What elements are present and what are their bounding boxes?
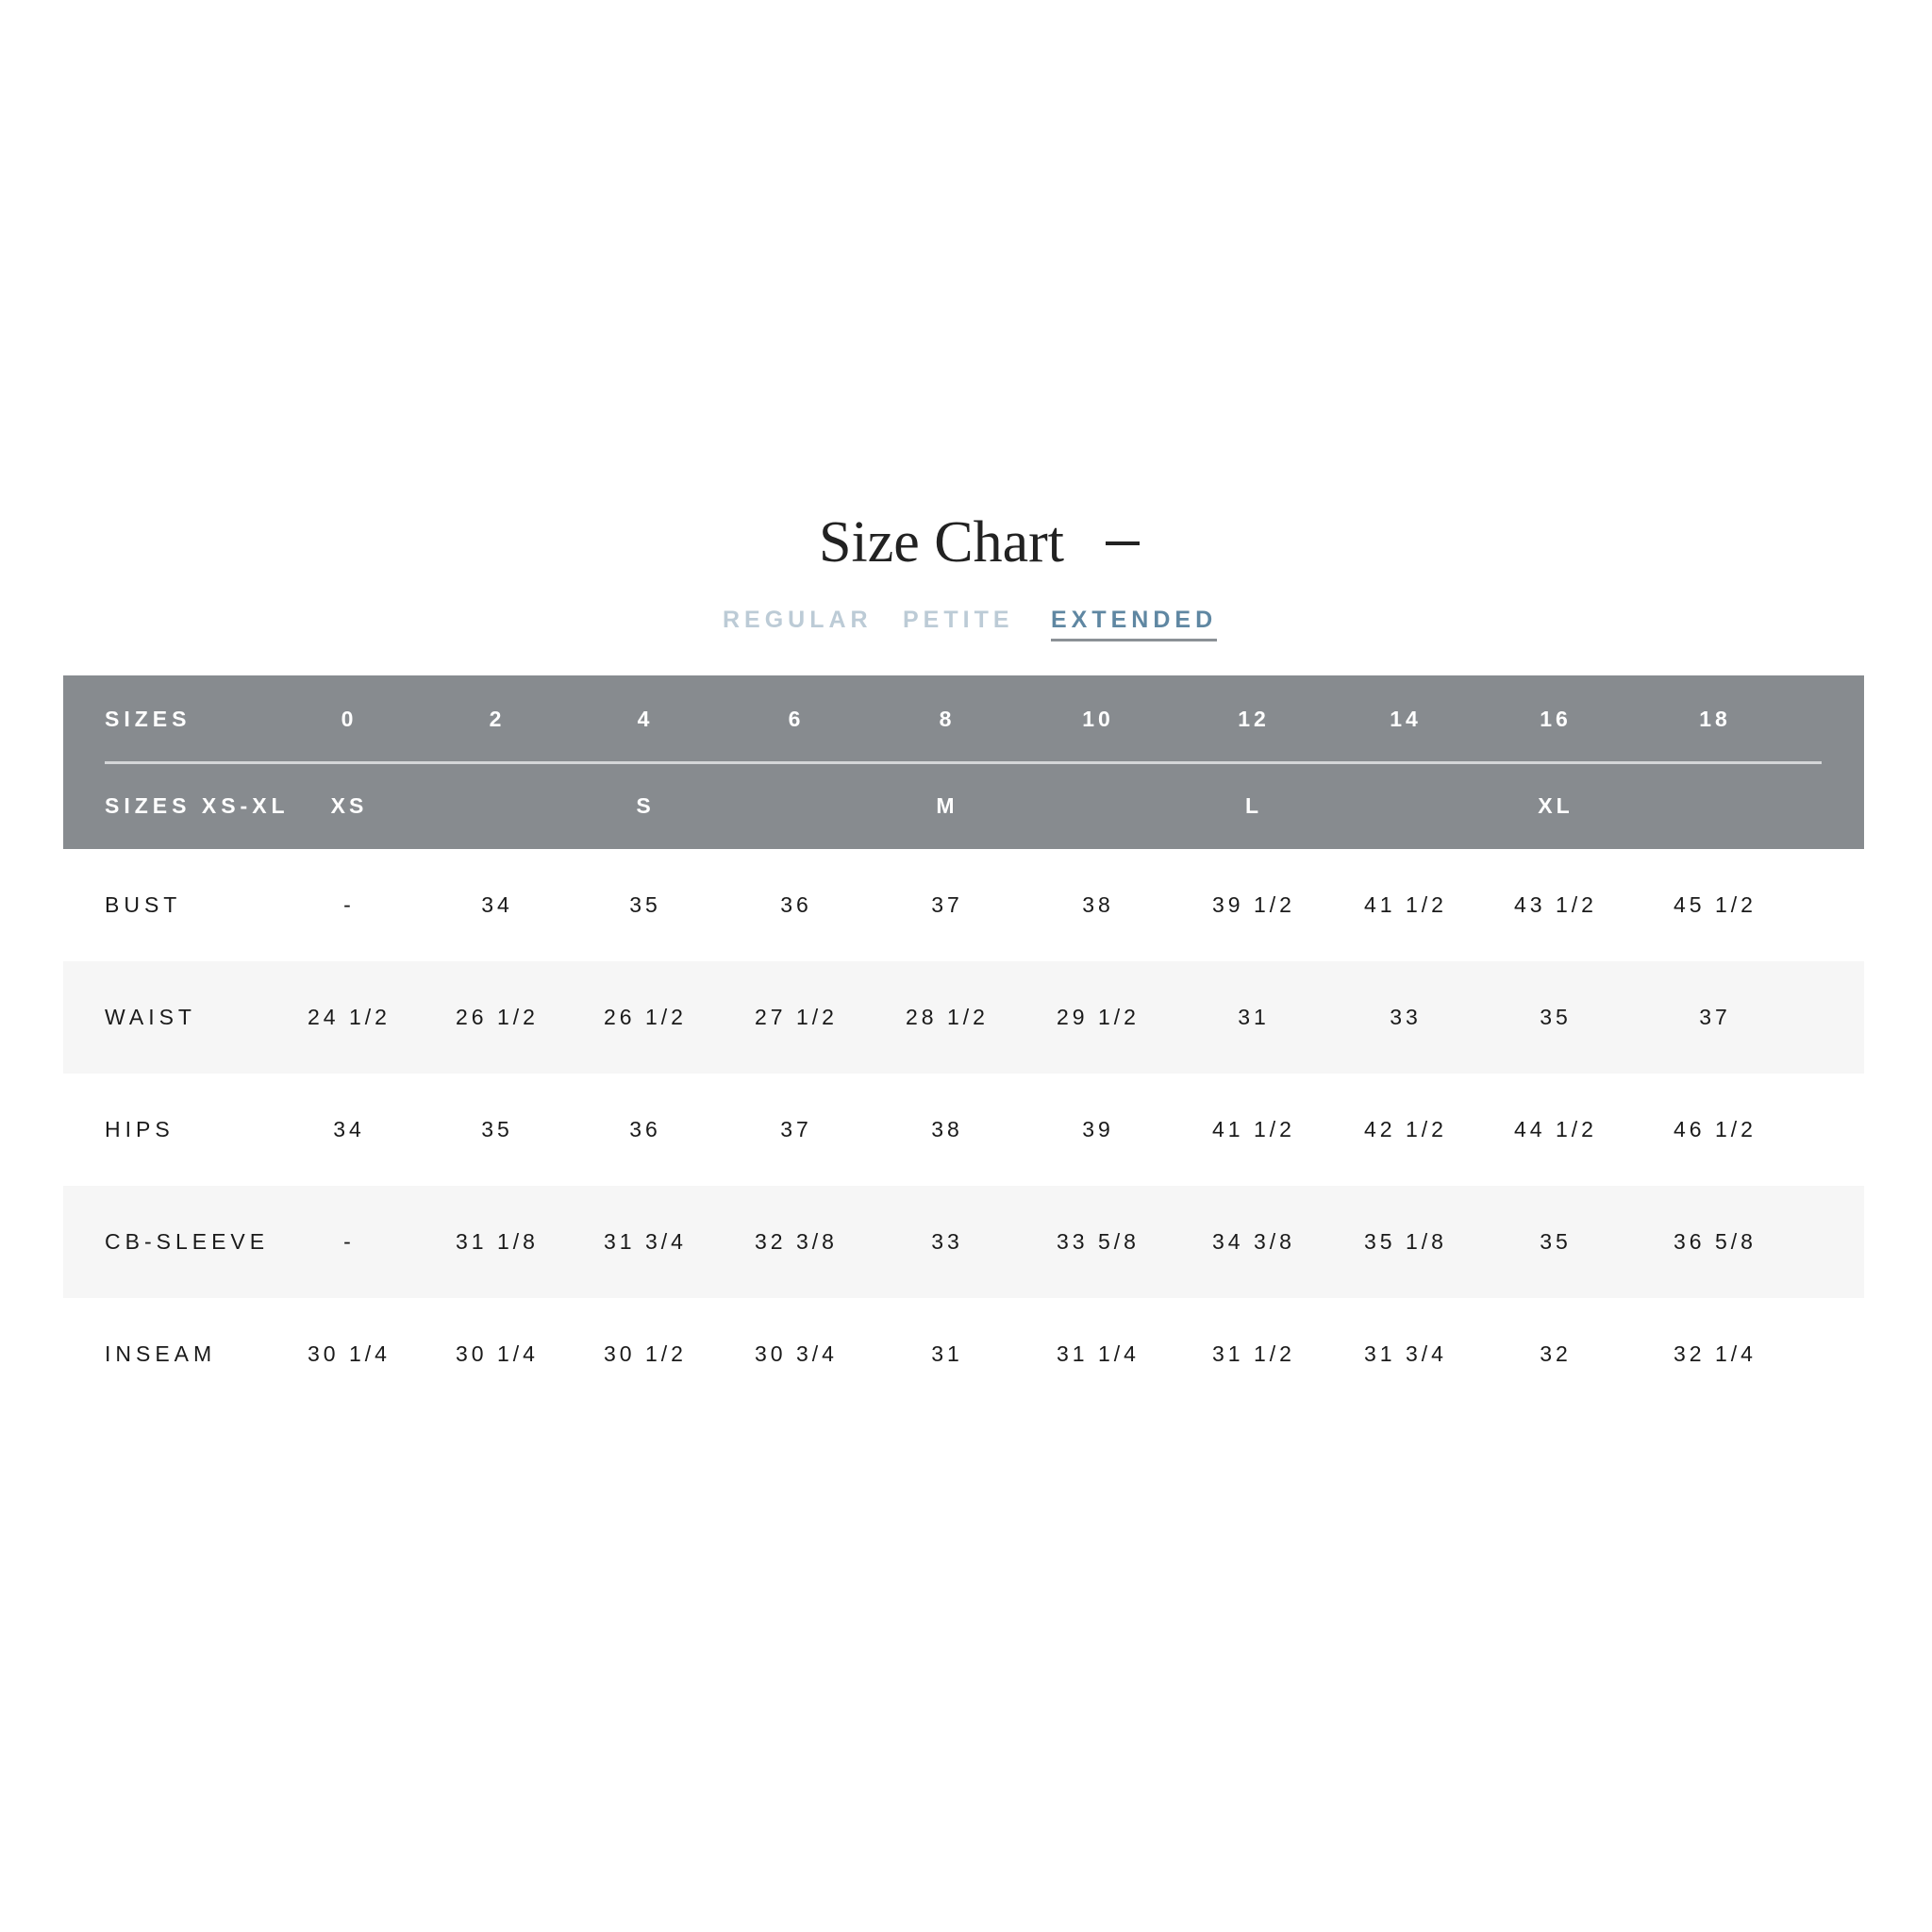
table-cell: 31 3/4 [604,1229,687,1254]
table-cell: 36 [629,1117,661,1141]
table-cell: 35 [629,892,661,917]
table-cell: 30 1/4 [456,1341,539,1366]
table-cell: 26 1/2 [456,1005,539,1029]
header-size-cell: 18 [1699,706,1731,731]
table-cell: 33 [1390,1005,1422,1029]
table-cell: 37 [1699,1005,1731,1029]
header-size-cell: 16 [1540,706,1572,731]
table-cell: 38 [1082,892,1114,917]
table-cell: 31 1/2 [1212,1341,1295,1366]
table-cell: 32 1/4 [1674,1341,1757,1366]
table-cell: 32 [1540,1341,1572,1366]
table-row-bust [63,849,1864,961]
title-row [0,505,1932,580]
table-row-inseam [63,1298,1864,1410]
row-label: HIPS [105,1117,175,1141]
table-cell: 28 1/2 [906,1005,989,1029]
header-letter-cell: M [936,792,958,818]
table-cell: - [343,1229,355,1254]
table-cell: 42 1/2 [1364,1117,1447,1141]
table-cell: 33 5/8 [1057,1229,1140,1254]
table-header [63,675,1864,849]
table-cell: 27 1/2 [755,1005,838,1029]
table-cell: 31 [1238,1005,1270,1029]
table-cell: 33 [931,1229,963,1254]
table-cell: 39 1/2 [1212,892,1295,917]
table-cell: 37 [780,1117,812,1141]
table-cell: 35 [481,1117,513,1141]
header-label-letter-sizes: SIZES XS-XL [105,792,290,818]
table-cell: 31 1/8 [456,1229,539,1254]
row-label: INSEAM [105,1341,217,1366]
tab-petite[interactable]: PETITE [903,607,1014,633]
table-cell: 30 1/2 [604,1341,687,1366]
header-letter-cell: XS [330,792,368,818]
table-cell: 36 [780,892,812,917]
table-cell: 34 [333,1117,365,1141]
row-label: CB-SLEEVE [105,1229,270,1254]
table-cell: 26 1/2 [604,1005,687,1029]
table-cell: 30 3/4 [755,1341,838,1366]
header-letter-cell: S [636,792,655,818]
tab-extended[interactable]: EXTENDED [1051,604,1217,641]
header-size-cell: 0 [341,706,358,731]
table-cell: 45 1/2 [1674,892,1757,917]
size-chart-table [63,675,1864,1410]
table-cell: 39 [1082,1117,1114,1141]
row-label: WAIST [105,1005,196,1029]
table-cell: 46 1/2 [1674,1117,1757,1141]
minus-icon[interactable] [1100,524,1147,561]
table-cell: 38 [931,1117,963,1141]
row-label: BUST [105,892,182,917]
table-cell: 29 1/2 [1057,1005,1140,1029]
header-letter-cell: XL [1538,792,1574,818]
header-label-sizes: SIZES [105,706,192,731]
header-letter-cell [1677,762,1753,849]
table-cell: 35 [1540,1229,1572,1254]
table-cell: 35 [1540,1005,1572,1029]
minus-icon-bar [1106,541,1140,545]
page-title: Size Chart [819,510,1064,575]
header-letter-cell [1060,762,1136,849]
table-cell: 41 1/2 [1364,892,1447,917]
header-size-cell: 8 [939,706,956,731]
table-row-cb-sleeve [63,1186,1864,1298]
header-row-letter-sizes [63,762,1864,849]
table-cell: 31 1/4 [1057,1341,1140,1366]
header-letter-cell: L [1244,792,1263,818]
table-row-waist [63,961,1864,1074]
table-cell: 31 3/4 [1364,1341,1447,1366]
table-cell: 35 1/8 [1364,1229,1447,1254]
table-cell: 31 [931,1341,963,1366]
table-cell: 44 1/2 [1514,1117,1597,1141]
header-letter-cell [1368,762,1443,849]
table-cell: - [343,892,355,917]
table-cell: 34 3/8 [1212,1229,1295,1254]
header-letter-cell [459,762,535,849]
header-size-cell: 14 [1390,706,1422,731]
table-cell: 36 5/8 [1674,1229,1757,1254]
header-row-sizes [63,675,1864,762]
header-size-cell: 4 [637,706,654,731]
header-letter-cell [758,762,834,849]
table-cell: 30 1/4 [308,1341,391,1366]
header-size-cell: 2 [489,706,506,731]
table-cell: 32 3/8 [755,1229,838,1254]
table-row-hips [63,1074,1864,1186]
table-cell: 37 [931,892,963,917]
size-tabs [0,604,1932,641]
table-cell: 24 1/2 [308,1005,391,1029]
table-cell: 34 [481,892,513,917]
header-size-cell: 10 [1082,706,1114,731]
table-cell: 41 1/2 [1212,1117,1295,1141]
tab-regular[interactable]: REGULAR [723,607,873,633]
table-cell: 43 1/2 [1514,892,1597,917]
header-size-cell: 6 [788,706,805,731]
header-size-cell: 12 [1238,706,1270,731]
